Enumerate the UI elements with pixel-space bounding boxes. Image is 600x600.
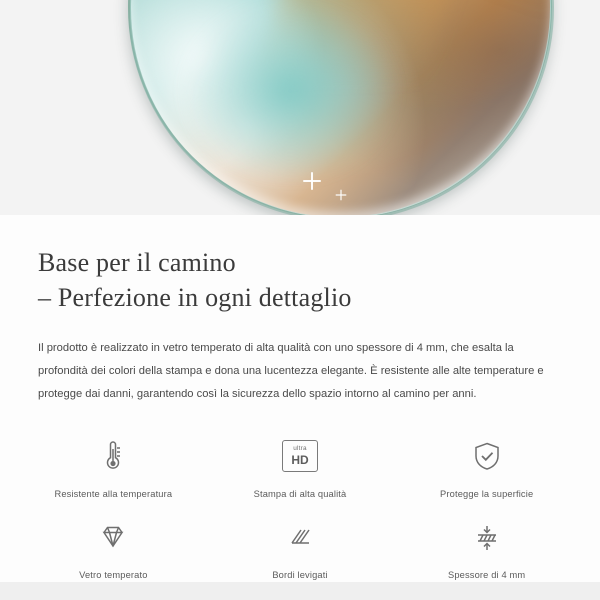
shield-check-icon <box>463 432 511 480</box>
feature-item-polished-edges <box>207 513 394 580</box>
headline-line-1: Base per il camino <box>38 248 236 277</box>
headline-line-2: – Perfezione in ogni dettaglio <box>38 283 352 313</box>
feature-item-temperature <box>20 432 207 499</box>
ultra-hd-icon <box>276 432 324 480</box>
feature-label: Vetro temperato <box>79 570 148 581</box>
feature-item-surface-protection <box>393 432 580 499</box>
feature-label: Resistente alla temperatura <box>54 489 173 500</box>
thermometer-icon <box>89 432 137 480</box>
feature-label: Bordi levigati <box>272 570 328 581</box>
feature-label: Protegge la superficie <box>440 489 534 500</box>
feature-item-print-quality <box>207 432 394 499</box>
badge-top-text: ultra <box>293 445 307 453</box>
description-paragraph: Il prodotto è realizzato in vetro temperato di alta qualità con uno spessore di 4 mm, che esalta la profondità dei colori della stampa e dona una lucentezza elegante. È resistente alle alte temperature e protegge dai danni, garantendo così la sicurezza dello spazio intorno al camino per anni. <box>38 342 544 401</box>
thickness-icon <box>463 513 511 561</box>
feature-label: Spessore di 4 mm <box>448 570 526 581</box>
page-title <box>38 245 600 315</box>
footer-bar <box>0 582 600 600</box>
feature-grid <box>20 432 580 580</box>
hero-image <box>0 0 600 215</box>
feature-label: Stampa di alta qualità <box>253 489 347 500</box>
diamond-icon <box>89 513 137 561</box>
feature-item-tempered-glass <box>20 513 207 580</box>
feature-item-thickness <box>393 513 580 580</box>
badge-bottom-text: HD <box>291 452 309 467</box>
polished-edges-icon <box>276 513 324 561</box>
